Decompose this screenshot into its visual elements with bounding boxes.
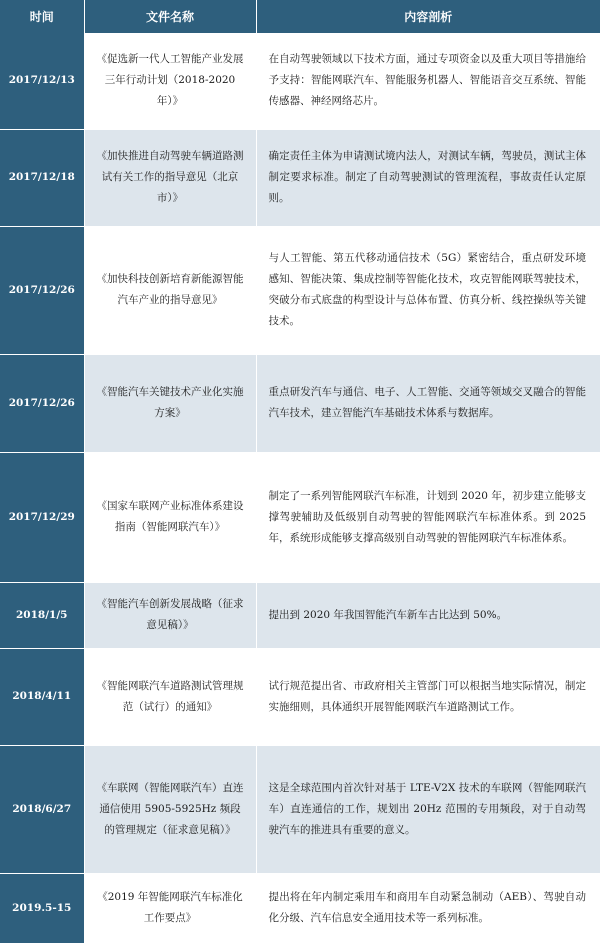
row-date: 2017/12/26 — [0, 226, 84, 354]
row-date: 2019.5-15 — [0, 873, 84, 943]
row-content: 重点研发汽车与通信、电子、人工智能、交通等领域交叉融合的智能汽车技术，建立智能汽车基础技术体系与数据库。 — [256, 354, 600, 452]
table-row — [0, 452, 600, 582]
row-document-name: 《智能网联汽车道路测试管理规范（试行）的通知》 — [84, 648, 256, 745]
row-document-name: 《促选新一代人工智能产业发展三年行动计划（2018-2020 年）》 — [84, 33, 256, 129]
row-document-name: 《加快科技创新培育新能源智能汽车产业的指导意见》 — [84, 226, 256, 354]
table-row — [0, 33, 600, 129]
row-content: 这是全球范围内首次针对基于 LTE-V2X 技术的车联网（智能网联汽车）直连通信的工作，规划出 20Hz 范围的专用频段，对于自动驾驶汽车的推进具有重要的意义。 — [256, 745, 600, 873]
row-content: 制定了一系列智能网联汽车标准，计划到 2020 年，初步建立能够支撑驾驶辅助及低级别自动驾驶的智能网联汽车标准体系。到 2025 年，系统形成能够支撑高级别自动驾驶的智能网联汽车标准体系。 — [256, 452, 600, 582]
row-content: 提出将在年内制定乘用车和商用车自动紧急制动（AEB）、驾驶自动化分级、汽车信息安全通用技术等一系列标准。 — [256, 873, 600, 943]
row-date: 2018/6/27 — [0, 745, 84, 873]
row-date: 2017/12/29 — [0, 452, 84, 582]
row-date: 2017/12/26 — [0, 354, 84, 452]
table-row — [0, 354, 600, 452]
table-row — [0, 745, 600, 873]
table-row — [0, 582, 600, 648]
row-document-name: 《智能汽车关键技术产业化实施方案》 — [84, 354, 256, 452]
row-date: 2017/12/18 — [0, 129, 84, 226]
table-row — [0, 129, 600, 226]
row-document-name: 《国家车联网产业标准体系建设指南（智能网联汽车）》 — [84, 452, 256, 582]
row-date: 2018/1/5 — [0, 582, 84, 648]
row-document-name: 《加快推进自动驾驶车辆道路测试有关工作的指导意见（北京市）》 — [84, 129, 256, 226]
row-date: 2018/4/11 — [0, 648, 84, 745]
row-content: 确定责任主体为申请测试境内法人，对测试车辆，驾驶员，测试主体制定要求标准。制定了自动驾驶测试的管理流程，事故责任认定原则。 — [256, 129, 600, 226]
row-document-name: 《车联网（智能网联汽车）直连通信使用 5905-5925Hz 频段的管理规定（征求意见稿）》 — [84, 745, 256, 873]
row-content: 与人工智能、第五代移动通信技术（5G）紧密结合，重点研发环境感知、智能决策、集成控制等智能化技术，攻克智能网联驾驶技术，突破分布式底盘的构型设计与总体布置、仿真分析、线控操纵等关键技术。 — [256, 226, 600, 354]
row-document-name: 《智能汽车创新发展战略（征求意见稿）》 — [84, 582, 256, 648]
table-row — [0, 873, 600, 943]
row-content: 试行规范提出省、市政府相关主管部门可以根据当地实际情况，制定实施细则，具体通织开展智能网联汽车道路测试工作。 — [256, 648, 600, 745]
table-row — [0, 648, 600, 745]
header-content-analysis: 内容剖析 — [256, 0, 600, 33]
header-document-name: 文件名称 — [84, 0, 256, 33]
header-time: 时间 — [0, 0, 84, 33]
table-row — [0, 226, 600, 354]
row-content: 在自动驾驶领域以下技术方面，通过专项资金以及重大项目等措施给予支持：智能网联汽车、智能服务机器人、智能语音交互系统、智能传感器、神经网络芯片。 — [256, 33, 600, 129]
row-date: 2017/12/13 — [0, 33, 84, 129]
row-content: 提出到 2020 年我国智能汽车新车古比达到 50%。 — [256, 582, 600, 648]
row-document-name: 《2019 年智能网联汽车标准化工作要点》 — [84, 873, 256, 943]
header-row — [0, 0, 600, 33]
